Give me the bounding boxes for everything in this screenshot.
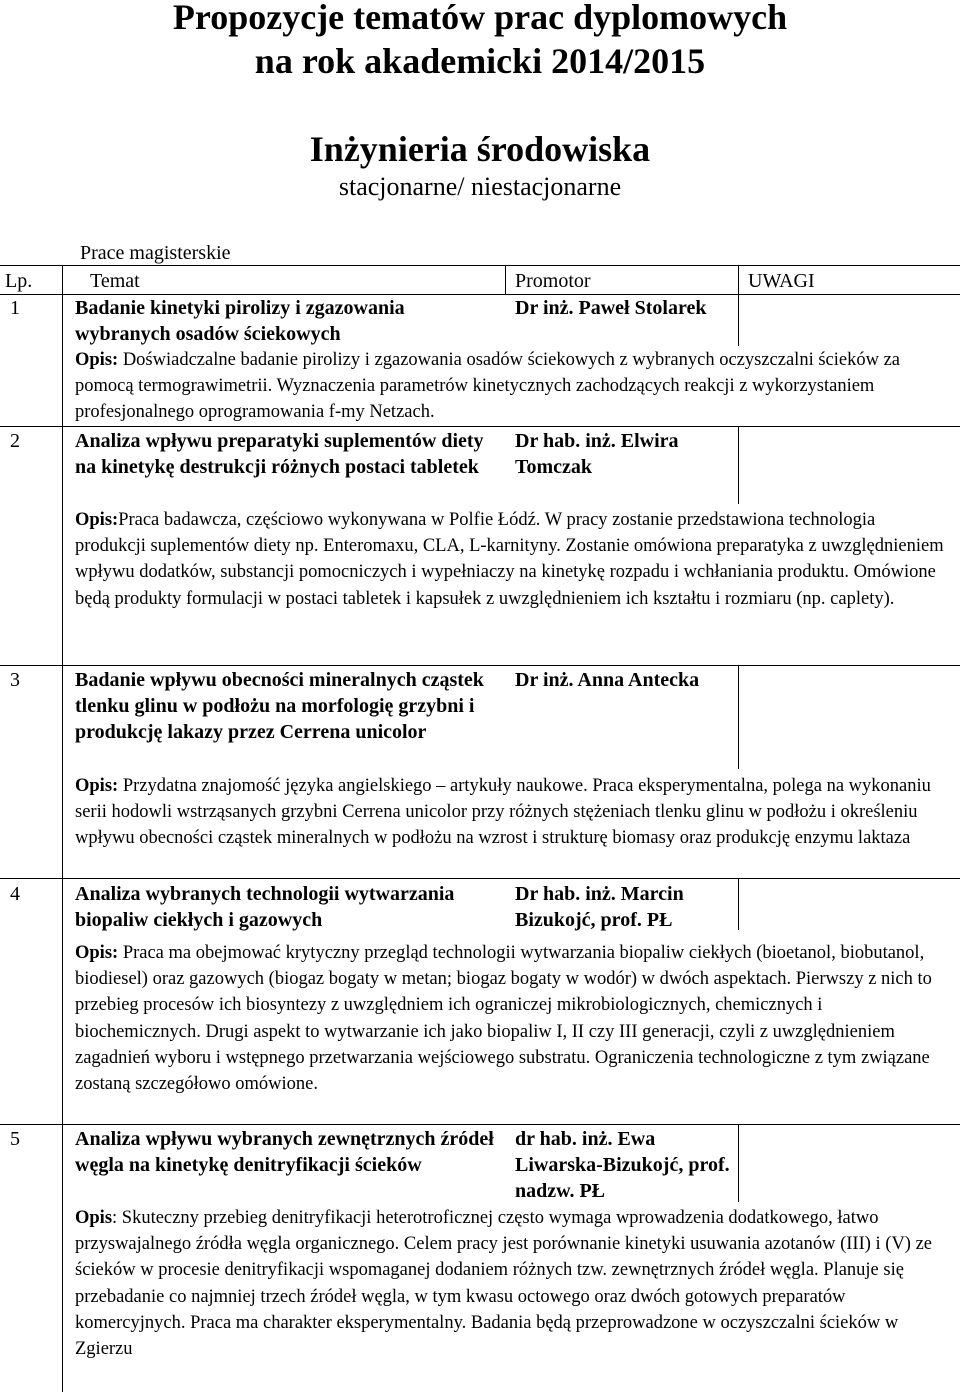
row-3-description-text: Przydatna znajomość języka angielskiego – artykuły naukowe. Praca eksperymentalna, polega na wykonaniu serii hodowli wstrząsanych grzybni Cerrena unicolor przy różnych stężeniach tlenku glinu w podłożu i określeniu wpływu obecności cząstek mineralnych w podłożu na wzrost i strukturę biomasy oraz produkcję enzymu laktaza <box>75 776 931 849</box>
section-label: Prace magisterskie <box>80 242 231 264</box>
header-column-divider <box>738 265 739 295</box>
notes-column-divider <box>738 294 739 346</box>
row-2-description-label: Opis: <box>75 510 119 530</box>
notes-column-divider <box>738 665 739 769</box>
row-5-supervisor: dr hab. inż. Ewa Liwarska-Bizukojć, prof. nadzw. PŁ <box>515 1128 730 1202</box>
document-title-line2: na rok akademicki 2014/2015 <box>254 41 706 81</box>
row-separator <box>0 665 960 666</box>
lp-column-divider <box>62 294 63 1392</box>
row-1-description-label: Opis: <box>75 350 119 370</box>
table-top-border <box>0 265 960 266</box>
header-topic: Temat <box>90 270 140 292</box>
header-lp: Lp. <box>5 270 33 292</box>
row-5-topic: Analiza wpływu wybranych zewnętrznych źródeł węgla na kinetykę denitryfikacji ścieków <box>75 1128 494 1176</box>
header-column-divider <box>62 265 63 295</box>
row-5-description-text: : Skuteczny przebieg denitryfikacji heterotroficznej często wymaga wprowadzenia dodatkowego, łatwo przyswajalnego źródła węgla organicznego. Celem pracy jest porównanie kinetyki usuwania azotanów (III) i (V) ze ścieków w procesie denitryfikacji wspomaganej dodaniem różnych tzw. zewnętrznych źródeł węgla. Planuje się przebadanie co najmniej trzech źródeł węgla, w tym kwasu octowego oraz dwóch gotowych preparatów komercyjnych. Praca ma charakter eksperymentalny. Badania będą przeprowadzone w oczyszczalni ścieków w Zgierzu <box>75 1208 933 1360</box>
row-1-description <box>75 347 947 426</box>
row-separator <box>0 1124 960 1125</box>
row-1-description-text: Doświadczalne badanie pirolizy i zgazowania osadów ściekowych z wybranych oczyszczalni ścieków za pomocą termograwimetrii. Wyznaczenia parametrów kinetycznych zachodzących reakcji z wykorzystaniem profesjonalnego oprogramowania f-my Netzach. <box>75 350 901 423</box>
row-4-topic: Analiza wybranych technologii wytwarzania biopaliw ciekłych i gazowych <box>75 883 455 931</box>
header-supervisor: Promotor <box>515 270 591 292</box>
row-3-description <box>75 773 947 852</box>
row-4-supervisor: Dr hab. inż. Marcin Bizukojć, prof. PŁ <box>515 883 684 931</box>
row-2-supervisor: Dr hab. inż. Elwira Tomczak <box>515 430 679 478</box>
header-column-divider <box>505 265 506 295</box>
row-3-description-label: Opis: <box>75 776 119 796</box>
row-4-description-label: Opis: <box>75 943 119 963</box>
row-4-description <box>75 940 947 1097</box>
faculty-title: Inżynieria środowiska <box>309 129 651 169</box>
row-separator <box>0 878 960 879</box>
row-2-description-text: Praca badawcza, częściowo wykonywana w Polfie Łódź. W pracy zostanie przedstawiona technologia produkcji suplementów diety np. Enteromaxu, CLA, L-karnityny. Zostanie omówiona preparatyka z uwzględnieniem wpływu dodatków, substancji pomocniczych i wypełniaczy na kinetykę rozpadu i wchłaniania produktu. Omówione będą produkty formulacji w postaci tabletek i kapsułek z uwzględnieniem ich kształtu i rozmiaru (np. caplety). <box>75 510 944 609</box>
row-5-lp: 5 <box>10 1128 20 1150</box>
row-2-description <box>75 507 947 612</box>
row-3-lp: 3 <box>10 669 20 691</box>
notes-column-divider <box>738 426 739 504</box>
row-separator <box>0 426 960 427</box>
row-4-description-text: Praca ma obejmować krytyczny przegląd technologii wytwarzania biopaliw ciekłych (bioetanol, biobutanol, biodiesel) oraz gazowych (biogaz bogaty w metan; biogaz bogaty w wodór) w dwóch aspektach. Pierwszy z nich to przebieg procesów ich biosyntezy z uwzględniem ich ograniczej mikrobiologicznych, chemicznych i biochemicznych. Drugi aspekt to wytwarzanie ich jako biopaliw I, II czy III generacji, czyli z uwzględnieniem zagadnień wyboru i wstępnego przetwarzania wejściowego substratu. Ograniczenia technologiczne z tym związane zostaną szczegółowo omówione. <box>75 943 932 1095</box>
row-4-lp: 4 <box>10 883 20 905</box>
row-1-lp: 1 <box>10 297 20 319</box>
row-2-topic: Analiza wpływu preparatyki suplementów diety na kinetykę destrukcji różnych postaci tabletek <box>75 430 484 478</box>
row-5-description <box>75 1205 947 1362</box>
study-mode: stacjonarne/ niestacjonarne <box>338 172 622 201</box>
row-3-supervisor: Dr inż. Anna Antecka <box>515 669 700 691</box>
row-1-topic: Badanie kinetyki pirolizy i zgazowania wybranych osadów ściekowych <box>75 297 405 345</box>
notes-column-divider <box>738 878 739 930</box>
notes-column-divider <box>738 1124 739 1202</box>
row-2-lp: 2 <box>10 430 20 452</box>
row-3-topic: Badanie wpływu obecności mineralnych cząstek tlenku glinu w podłożu na morfologię grzybni i produkcję lakazy przez Cerrena unicolor <box>75 669 484 743</box>
row-5-description-label: Opis <box>75 1208 113 1228</box>
document-title-line1: Propozycje tematów prac dyplomowych <box>172 0 788 37</box>
header-notes: UWAGI <box>748 270 815 292</box>
row-1-supervisor: Dr inż. Paweł Stolarek <box>515 297 707 319</box>
